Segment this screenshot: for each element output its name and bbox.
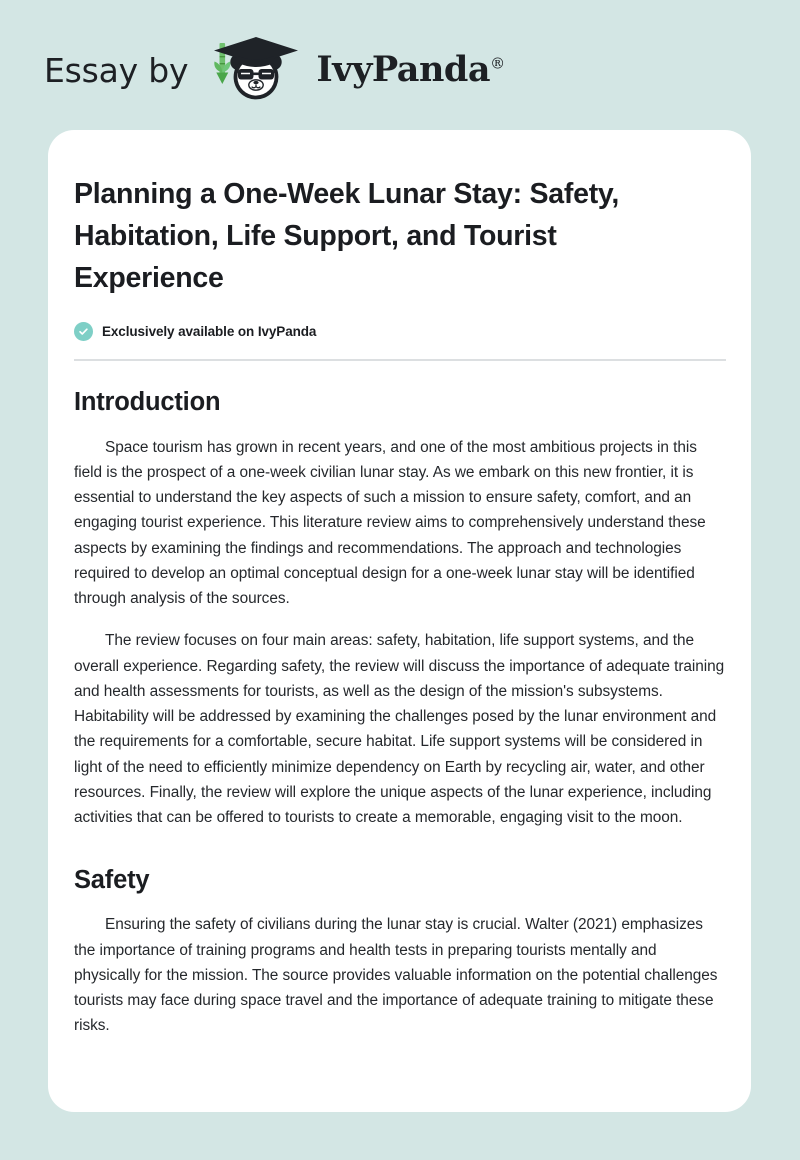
section-heading-safety: Safety (74, 865, 150, 894)
status-badge-label: Exclusively available on IvyPanda (102, 323, 317, 339)
brand-name: IvyPanda (316, 49, 491, 90)
essay-paper-card (48, 130, 751, 1112)
title-divider (74, 359, 726, 361)
check-circle-icon (74, 322, 93, 341)
status-badge (74, 322, 726, 341)
panda-graduate-logo-icon (202, 37, 310, 105)
page-title: Planning a One-Week Lunar Stay: Safety, Habitation, Life Support, and Tourist Experience (74, 178, 620, 294)
section-heading-introduction: Introduction (74, 387, 221, 416)
brand-wordmark (316, 49, 505, 90)
paragraph: The review focuses on four main areas: safety, habitation, life support systems, and the overall experience. Regarding safety, the review will discuss the importance of adequate training and health assessments for tourists, as well as the design of the mission's subsystems. Habitability will be addressed by examining the challenges posed by the lunar environment and the requirements for a comfortable, secure habitat. Life support systems will be considered in light of the need to efficiently minimize dependency on Earth by recycling air, water, and other resources. Finally, the review will explore the unique aspects of the lunar experience, including activities that can be offered to tourists to create a memorable, engaging visit to the moon. (74, 632, 725, 827)
registered-trademark-icon: ® (490, 54, 505, 73)
paragraph: Ensuring the safety of civilians during the lunar stay is crucial. Walter (2021) emphasizes the importance of training programs and health tests in preparing tourists mentally and physically for the mission. The source provides valuable information on the potential challenges tourists may face during space travel and the importance of adequate training to mitigate these risks. (74, 916, 718, 1035)
paragraph: Space tourism has grown in recent years, and one of the most ambitious projects in this field is the prospect of a one-week civilian lunar stay. As we embark on this new frontier, it is essential to understand the key aspects of such a mission to ensure safety, comfort, and an engaging tourist experience. This literature review aims to comprehensively understand these aspects by examining the findings and recommendations. The approach and technologies required to develop an optimal conceptual design for a one-week lunar stay will be identified through analysis of the sources. (74, 438, 706, 608)
brand-prefix-label: Essay by (44, 50, 189, 90)
brand-header (44, 36, 505, 106)
